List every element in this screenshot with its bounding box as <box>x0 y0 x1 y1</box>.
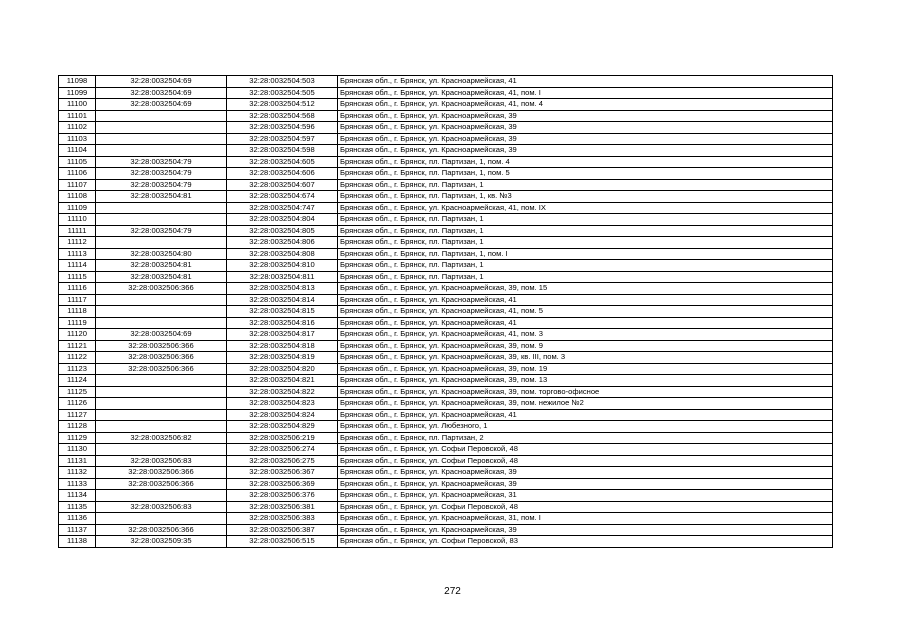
table-row <box>59 133 833 145</box>
row-number-cell: 11107 <box>59 179 96 191</box>
object-number-cell: 32:28:0032504:811 <box>227 271 338 283</box>
row-number-cell: 11120 <box>59 329 96 341</box>
object-number-cell: 32:28:0032506:383 <box>227 513 338 525</box>
address-cell: Брянская обл., г. Брянск, ул. Красноармейская, 41, пом. IX <box>338 202 833 214</box>
object-number-cell: 32:28:0032506:367 <box>227 467 338 479</box>
row-number-cell: 11116 <box>59 283 96 295</box>
parcel-number-cell: 32:28:0032506:366 <box>96 524 227 536</box>
address-cell: Брянская обл., г. Брянск, пл. Партизан, 1, пом. 4 <box>338 156 833 168</box>
address-cell: Брянская обл., г. Брянск, ул. Красноармейская, 39 <box>338 110 833 122</box>
table-row <box>59 294 833 306</box>
row-number-cell: 11129 <box>59 432 96 444</box>
object-number-cell: 32:28:0032504:598 <box>227 145 338 157</box>
parcel-number-cell <box>96 386 227 398</box>
address-cell: Брянская обл., г. Брянск, ул. Софьи Перовской, 48 <box>338 501 833 513</box>
table-row <box>59 260 833 272</box>
object-number-cell: 32:28:0032504:824 <box>227 409 338 421</box>
address-cell: Брянская обл., г. Брянск, ул. Софьи Перовской, 48 <box>338 455 833 467</box>
table-row <box>59 99 833 111</box>
table-row <box>59 168 833 180</box>
parcel-number-cell <box>96 202 227 214</box>
table-row <box>59 156 833 168</box>
object-number-cell: 32:28:0032504:813 <box>227 283 338 295</box>
table-row <box>59 214 833 226</box>
parcel-number-cell <box>96 237 227 249</box>
parcel-number-cell: 32:28:0032504:80 <box>96 248 227 260</box>
parcel-number-cell <box>96 145 227 157</box>
parcel-number-cell: 32:28:0032504:69 <box>96 87 227 99</box>
object-number-cell: 32:28:0032506:369 <box>227 478 338 490</box>
row-number-cell: 11128 <box>59 421 96 433</box>
cadastral-register-table <box>58 75 833 548</box>
parcel-number-cell <box>96 110 227 122</box>
parcel-number-cell <box>96 409 227 421</box>
row-number-cell: 11108 <box>59 191 96 203</box>
address-cell: Брянская обл., г. Брянск, ул. Красноармейская, 41 <box>338 76 833 88</box>
table-row <box>59 179 833 191</box>
table-row <box>59 536 833 548</box>
table-row <box>59 248 833 260</box>
row-number-cell: 11104 <box>59 145 96 157</box>
row-number-cell: 11130 <box>59 444 96 456</box>
address-cell: Брянская обл., г. Брянск, ул. Красноармейская, 39, пом. торгово-офисное <box>338 386 833 398</box>
address-cell: Брянская обл., г. Брянск, ул. Красноармейская, 39 <box>338 467 833 479</box>
row-number-cell: 11119 <box>59 317 96 329</box>
object-number-cell: 32:28:0032504:816 <box>227 317 338 329</box>
row-number-cell: 11113 <box>59 248 96 260</box>
table-row <box>59 329 833 341</box>
row-number-cell: 11114 <box>59 260 96 272</box>
object-number-cell: 32:28:0032504:512 <box>227 99 338 111</box>
row-number-cell: 11124 <box>59 375 96 387</box>
parcel-number-cell <box>96 294 227 306</box>
row-number-cell: 11105 <box>59 156 96 168</box>
row-number-cell: 11109 <box>59 202 96 214</box>
address-cell: Брянская обл., г. Брянск, ул. Софьи Перовской, 83 <box>338 536 833 548</box>
parcel-number-cell: 32:28:0032506:366 <box>96 352 227 364</box>
parcel-number-cell: 32:28:0032504:81 <box>96 260 227 272</box>
table-row <box>59 398 833 410</box>
table-row <box>59 501 833 513</box>
object-number-cell: 32:28:0032506:376 <box>227 490 338 502</box>
address-cell: Брянская обл., г. Брянск, ул. Красноармейская, 41 <box>338 294 833 306</box>
address-cell: Брянская обл., г. Брянск, ул. Красноармейская, 41 <box>338 409 833 421</box>
address-cell: Брянская обл., г. Брянск, пл. Партизан, 1 <box>338 179 833 191</box>
object-number-cell: 32:28:0032504:596 <box>227 122 338 134</box>
object-number-cell: 32:28:0032504:804 <box>227 214 338 226</box>
row-number-cell: 11106 <box>59 168 96 180</box>
parcel-number-cell: 32:28:0032504:79 <box>96 225 227 237</box>
row-number-cell: 11101 <box>59 110 96 122</box>
object-number-cell: 32:28:0032504:747 <box>227 202 338 214</box>
page-number: 272 <box>444 586 461 597</box>
parcel-number-cell <box>96 444 227 456</box>
table-row <box>59 375 833 387</box>
table-row <box>59 76 833 88</box>
parcel-number-cell: 32:28:0032506:82 <box>96 432 227 444</box>
table-row <box>59 478 833 490</box>
row-number-cell: 11135 <box>59 501 96 513</box>
parcel-number-cell: 32:28:0032506:366 <box>96 467 227 479</box>
parcel-number-cell: 32:28:0032509:35 <box>96 536 227 548</box>
parcel-number-cell <box>96 133 227 145</box>
address-cell: Брянская обл., г. Брянск, ул. Красноармейская, 39 <box>338 145 833 157</box>
object-number-cell: 32:28:0032504:820 <box>227 363 338 375</box>
table-row <box>59 444 833 456</box>
address-cell: Брянская обл., г. Брянск, ул. Красноармейская, 41, пом. 4 <box>338 99 833 111</box>
table-row <box>59 363 833 375</box>
object-number-cell: 32:28:0032504:810 <box>227 260 338 272</box>
object-number-cell: 32:28:0032506:381 <box>227 501 338 513</box>
table-row <box>59 202 833 214</box>
address-cell: Брянская обл., г. Брянск, ул. Красноармейская, 41, пом. 5 <box>338 306 833 318</box>
row-number-cell: 11132 <box>59 467 96 479</box>
table-row <box>59 110 833 122</box>
parcel-number-cell: 32:28:0032504:81 <box>96 191 227 203</box>
address-cell: Брянская обл., г. Брянск, пл. Партизан, 2 <box>338 432 833 444</box>
object-number-cell: 32:28:0032504:823 <box>227 398 338 410</box>
object-number-cell: 32:28:0032504:829 <box>227 421 338 433</box>
address-cell: Брянская обл., г. Брянск, ул. Красноармейская, 39 <box>338 122 833 134</box>
row-number-cell: 11112 <box>59 237 96 249</box>
table-row <box>59 340 833 352</box>
parcel-number-cell <box>96 375 227 387</box>
object-number-cell: 32:28:0032504:815 <box>227 306 338 318</box>
row-number-cell: 11138 <box>59 536 96 548</box>
address-cell: Брянская обл., г. Брянск, ул. Красноармейская, 41 <box>338 317 833 329</box>
parcel-number-cell <box>96 398 227 410</box>
table-row <box>59 409 833 421</box>
row-number-cell: 11131 <box>59 455 96 467</box>
parcel-number-cell: 32:28:0032506:83 <box>96 501 227 513</box>
parcel-number-cell: 32:28:0032506:366 <box>96 363 227 375</box>
table-row <box>59 145 833 157</box>
parcel-number-cell: 32:28:0032506:366 <box>96 340 227 352</box>
object-number-cell: 32:28:0032506:275 <box>227 455 338 467</box>
table-row <box>59 237 833 249</box>
address-cell: Брянская обл., г. Брянск, ул. Красноармейская, 31 <box>338 490 833 502</box>
parcel-number-cell <box>96 513 227 525</box>
row-number-cell: 11133 <box>59 478 96 490</box>
row-number-cell: 11100 <box>59 99 96 111</box>
object-number-cell: 32:28:0032504:568 <box>227 110 338 122</box>
parcel-number-cell: 32:28:0032506:366 <box>96 478 227 490</box>
object-number-cell: 32:28:0032504:819 <box>227 352 338 364</box>
table-row <box>59 467 833 479</box>
object-number-cell: 32:28:0032504:806 <box>227 237 338 249</box>
address-cell: Брянская обл., г. Брянск, пл. Партизан, 1, пом. I <box>338 248 833 260</box>
object-number-cell: 32:28:0032504:821 <box>227 375 338 387</box>
parcel-number-cell <box>96 306 227 318</box>
parcel-number-cell: 32:28:0032506:366 <box>96 283 227 295</box>
parcel-number-cell: 32:28:0032504:79 <box>96 179 227 191</box>
table-row <box>59 455 833 467</box>
row-number-cell: 11125 <box>59 386 96 398</box>
table-row <box>59 317 833 329</box>
address-cell: Брянская обл., г. Брянск, ул. Красноармейская, 39, пом. 13 <box>338 375 833 387</box>
object-number-cell: 32:28:0032506:387 <box>227 524 338 536</box>
object-number-cell: 32:28:0032504:503 <box>227 76 338 88</box>
object-number-cell: 32:28:0032506:274 <box>227 444 338 456</box>
object-number-cell: 32:28:0032504:674 <box>227 191 338 203</box>
address-cell: Брянская обл., г. Брянск, пл. Партизан, 1 <box>338 271 833 283</box>
table-row <box>59 432 833 444</box>
parcel-number-cell: 32:28:0032504:79 <box>96 168 227 180</box>
address-cell: Брянская обл., г. Брянск, пл. Партизан, 1 <box>338 260 833 272</box>
address-cell: Брянская обл., г. Брянск, ул. Красноармейская, 39, кв. III, пом. 3 <box>338 352 833 364</box>
object-number-cell: 32:28:0032504:822 <box>227 386 338 398</box>
address-cell: Брянская обл., г. Брянск, ул. Красноармейская, 39, пом. 19 <box>338 363 833 375</box>
address-cell: Брянская обл., г. Брянск, ул. Красноармейская, 39, пом. нежилое №2 <box>338 398 833 410</box>
object-number-cell: 32:28:0032506:219 <box>227 432 338 444</box>
table-row <box>59 421 833 433</box>
table-row <box>59 225 833 237</box>
row-number-cell: 11115 <box>59 271 96 283</box>
object-number-cell: 32:28:0032504:505 <box>227 87 338 99</box>
table-row <box>59 490 833 502</box>
address-cell: Брянская обл., г. Брянск, ул. Красноармейская, 39 <box>338 133 833 145</box>
table-row <box>59 352 833 364</box>
parcel-number-cell <box>96 490 227 502</box>
row-number-cell: 11136 <box>59 513 96 525</box>
table-row <box>59 524 833 536</box>
row-number-cell: 11103 <box>59 133 96 145</box>
address-cell: Брянская обл., г. Брянск, пл. Партизан, 1 <box>338 237 833 249</box>
table-row <box>59 122 833 134</box>
row-number-cell: 11098 <box>59 76 96 88</box>
address-cell: Брянская обл., г. Брянск, пл. Партизан, 1 <box>338 214 833 226</box>
row-number-cell: 11123 <box>59 363 96 375</box>
address-cell: Брянская обл., г. Брянск, ул. Любезного, 1 <box>338 421 833 433</box>
row-number-cell: 11121 <box>59 340 96 352</box>
parcel-number-cell: 32:28:0032504:69 <box>96 76 227 88</box>
table-row <box>59 513 833 525</box>
row-number-cell: 11110 <box>59 214 96 226</box>
address-cell: Брянская обл., г. Брянск, ул. Софьи Перовской, 48 <box>338 444 833 456</box>
parcel-number-cell: 32:28:0032504:69 <box>96 99 227 111</box>
row-number-cell: 11122 <box>59 352 96 364</box>
table-row <box>59 191 833 203</box>
row-number-cell: 11102 <box>59 122 96 134</box>
row-number-cell: 11111 <box>59 225 96 237</box>
address-cell: Брянская обл., г. Брянск, ул. Красноармейская, 39, пом. 9 <box>338 340 833 352</box>
row-number-cell: 11118 <box>59 306 96 318</box>
row-number-cell: 11137 <box>59 524 96 536</box>
object-number-cell: 32:28:0032504:817 <box>227 329 338 341</box>
parcel-number-cell <box>96 421 227 433</box>
row-number-cell: 11127 <box>59 409 96 421</box>
table-row <box>59 87 833 99</box>
parcel-number-cell: 32:28:0032504:69 <box>96 329 227 341</box>
address-cell: Брянская обл., г. Брянск, пл. Партизан, 1, кв. №3 <box>338 191 833 203</box>
table-body <box>59 76 833 548</box>
object-number-cell: 32:28:0032504:814 <box>227 294 338 306</box>
object-number-cell: 32:28:0032504:605 <box>227 156 338 168</box>
address-cell: Брянская обл., г. Брянск, ул. Красноармейская, 39 <box>338 524 833 536</box>
object-number-cell: 32:28:0032504:805 <box>227 225 338 237</box>
parcel-number-cell: 32:28:0032504:79 <box>96 156 227 168</box>
address-cell: Брянская обл., г. Брянск, пл. Партизан, 1, пом. 5 <box>338 168 833 180</box>
row-number-cell: 11117 <box>59 294 96 306</box>
object-number-cell: 32:28:0032504:597 <box>227 133 338 145</box>
object-number-cell: 32:28:0032504:607 <box>227 179 338 191</box>
table-row <box>59 271 833 283</box>
address-cell: Брянская обл., г. Брянск, ул. Красноармейская, 39 <box>338 478 833 490</box>
parcel-number-cell: 32:28:0032506:83 <box>96 455 227 467</box>
parcel-number-cell <box>96 214 227 226</box>
parcel-number-cell <box>96 122 227 134</box>
address-cell: Брянская обл., г. Брянск, ул. Красноармейская, 39, пом. 15 <box>338 283 833 295</box>
row-number-cell: 11099 <box>59 87 96 99</box>
address-cell: Брянская обл., г. Брянск, пл. Партизан, 1 <box>338 225 833 237</box>
object-number-cell: 32:28:0032504:808 <box>227 248 338 260</box>
row-number-cell: 11126 <box>59 398 96 410</box>
object-number-cell: 32:28:0032504:606 <box>227 168 338 180</box>
object-number-cell: 32:28:0032506:515 <box>227 536 338 548</box>
table-row <box>59 386 833 398</box>
row-number-cell: 11134 <box>59 490 96 502</box>
address-cell: Брянская обл., г. Брянск, ул. Красноармейская, 31, пом. I <box>338 513 833 525</box>
table-row <box>59 306 833 318</box>
object-number-cell: 32:28:0032504:818 <box>227 340 338 352</box>
address-cell: Брянская обл., г. Брянск, ул. Красноармейская, 41, пом. 3 <box>338 329 833 341</box>
parcel-number-cell <box>96 317 227 329</box>
table-row <box>59 283 833 295</box>
address-cell: Брянская обл., г. Брянск, ул. Красноармейская, 41, пом. I <box>338 87 833 99</box>
parcel-number-cell: 32:28:0032504:81 <box>96 271 227 283</box>
